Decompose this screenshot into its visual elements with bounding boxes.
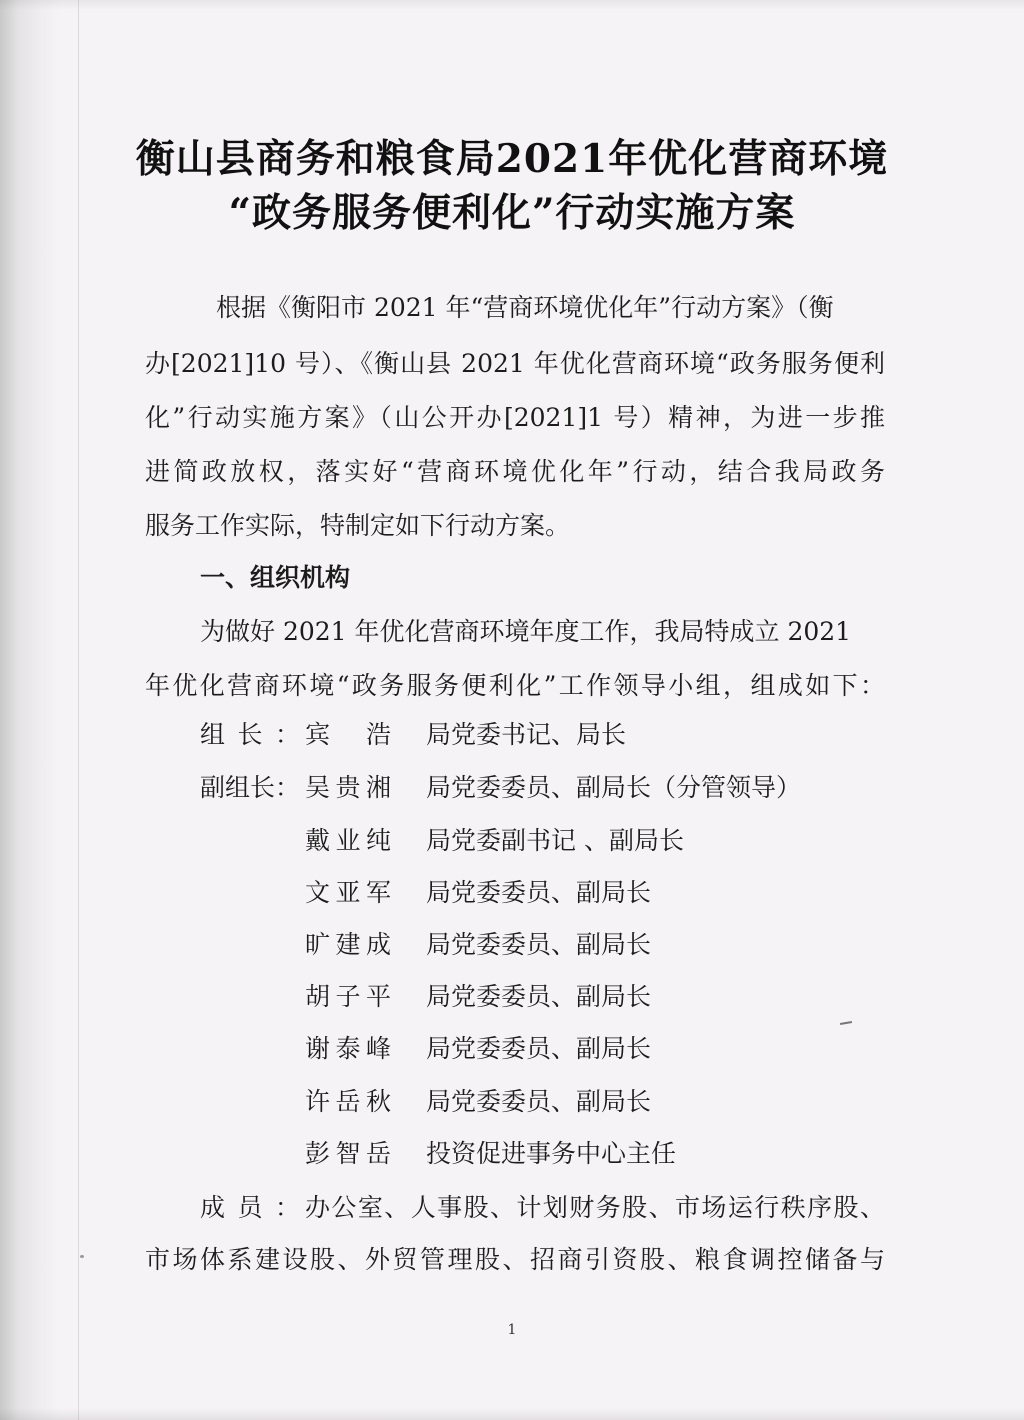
intro-line-5: 服务工作实际，特制定如下行动方案。 <box>145 511 571 540</box>
intro-line-1: 根据《衡阳市 2021 年“营商环境优化年”行动方案》（衡 <box>216 293 834 322</box>
member-name: 胡子平 <box>305 982 391 1011</box>
paper-top-shadow <box>0 0 1024 10</box>
document-title-line-2: “政务服务便利化”行动实施方案 <box>228 190 796 236</box>
section1-line-1: 为做好 2021 年优化营商环境年度工作，我局特成立 2021 <box>200 617 852 646</box>
member-title: 局党委书记、局长 <box>426 720 627 749</box>
members-role-label: 成员： <box>200 1193 300 1222</box>
intro-line-2: 办[2021]10 号）、《衡山县 2021 年优化营商环境“政务服务便利 <box>145 349 885 378</box>
member-title: 局党委委员、副局长 <box>426 1087 652 1116</box>
paper-bottom-shadow <box>0 1408 1024 1420</box>
member-title: 局党委委员、副局长 <box>426 878 652 907</box>
member-title: 局党委委员、副局长 <box>426 930 652 959</box>
member-title: 投资促进事务中心主任 <box>426 1139 677 1168</box>
member-title: 局党委副书记 、副局长 <box>426 826 684 855</box>
member-name: 吴贵湘 <box>305 773 391 802</box>
section-heading-organization: 一、组织机构 <box>200 563 351 592</box>
section1-line-2: 年优化营商环境“政务服务便利化”工作领导小组，组成如下： <box>145 671 885 700</box>
scan-speck <box>80 1255 84 1258</box>
member-name: 戴业纯 <box>305 826 391 855</box>
scan-speck <box>840 1021 852 1025</box>
page-number: 1 <box>507 1322 517 1338</box>
member-role: 组长： <box>200 720 300 749</box>
member-name: 谢泰峰 <box>305 1034 391 1063</box>
member-title: 局党委委员、副局长（分管领导） <box>426 773 802 802</box>
member-name: 宾浩 <box>305 720 391 749</box>
members-line-1: 办公室、人事股、计划财务股、市场运行秩序股、 <box>305 1193 885 1222</box>
member-name: 许岳秋 <box>305 1087 391 1116</box>
member-title: 局党委委员、副局长 <box>426 982 652 1011</box>
member-name: 文亚军 <box>305 878 391 907</box>
intro-line-3: 化”行动实施方案》（山公开办[2021]1 号）精神，为进一步推 <box>145 403 885 432</box>
document-title-line-1: 衡山县商务和粮食局2021年优化营商环境 <box>135 136 889 182</box>
member-name: 彭智岳 <box>305 1139 391 1168</box>
member-role: 副组长： <box>200 773 301 802</box>
member-name: 旷建成 <box>305 930 391 959</box>
intro-line-4: 进简政放权，落实好“营商环境优化年”行动，结合我局政务 <box>145 457 885 486</box>
member-title: 局党委委员、副局长 <box>426 1034 652 1063</box>
members-line-2: 市场体系建设股、外贸管理股、招商引资股、粮食调控储备与 <box>145 1245 885 1274</box>
